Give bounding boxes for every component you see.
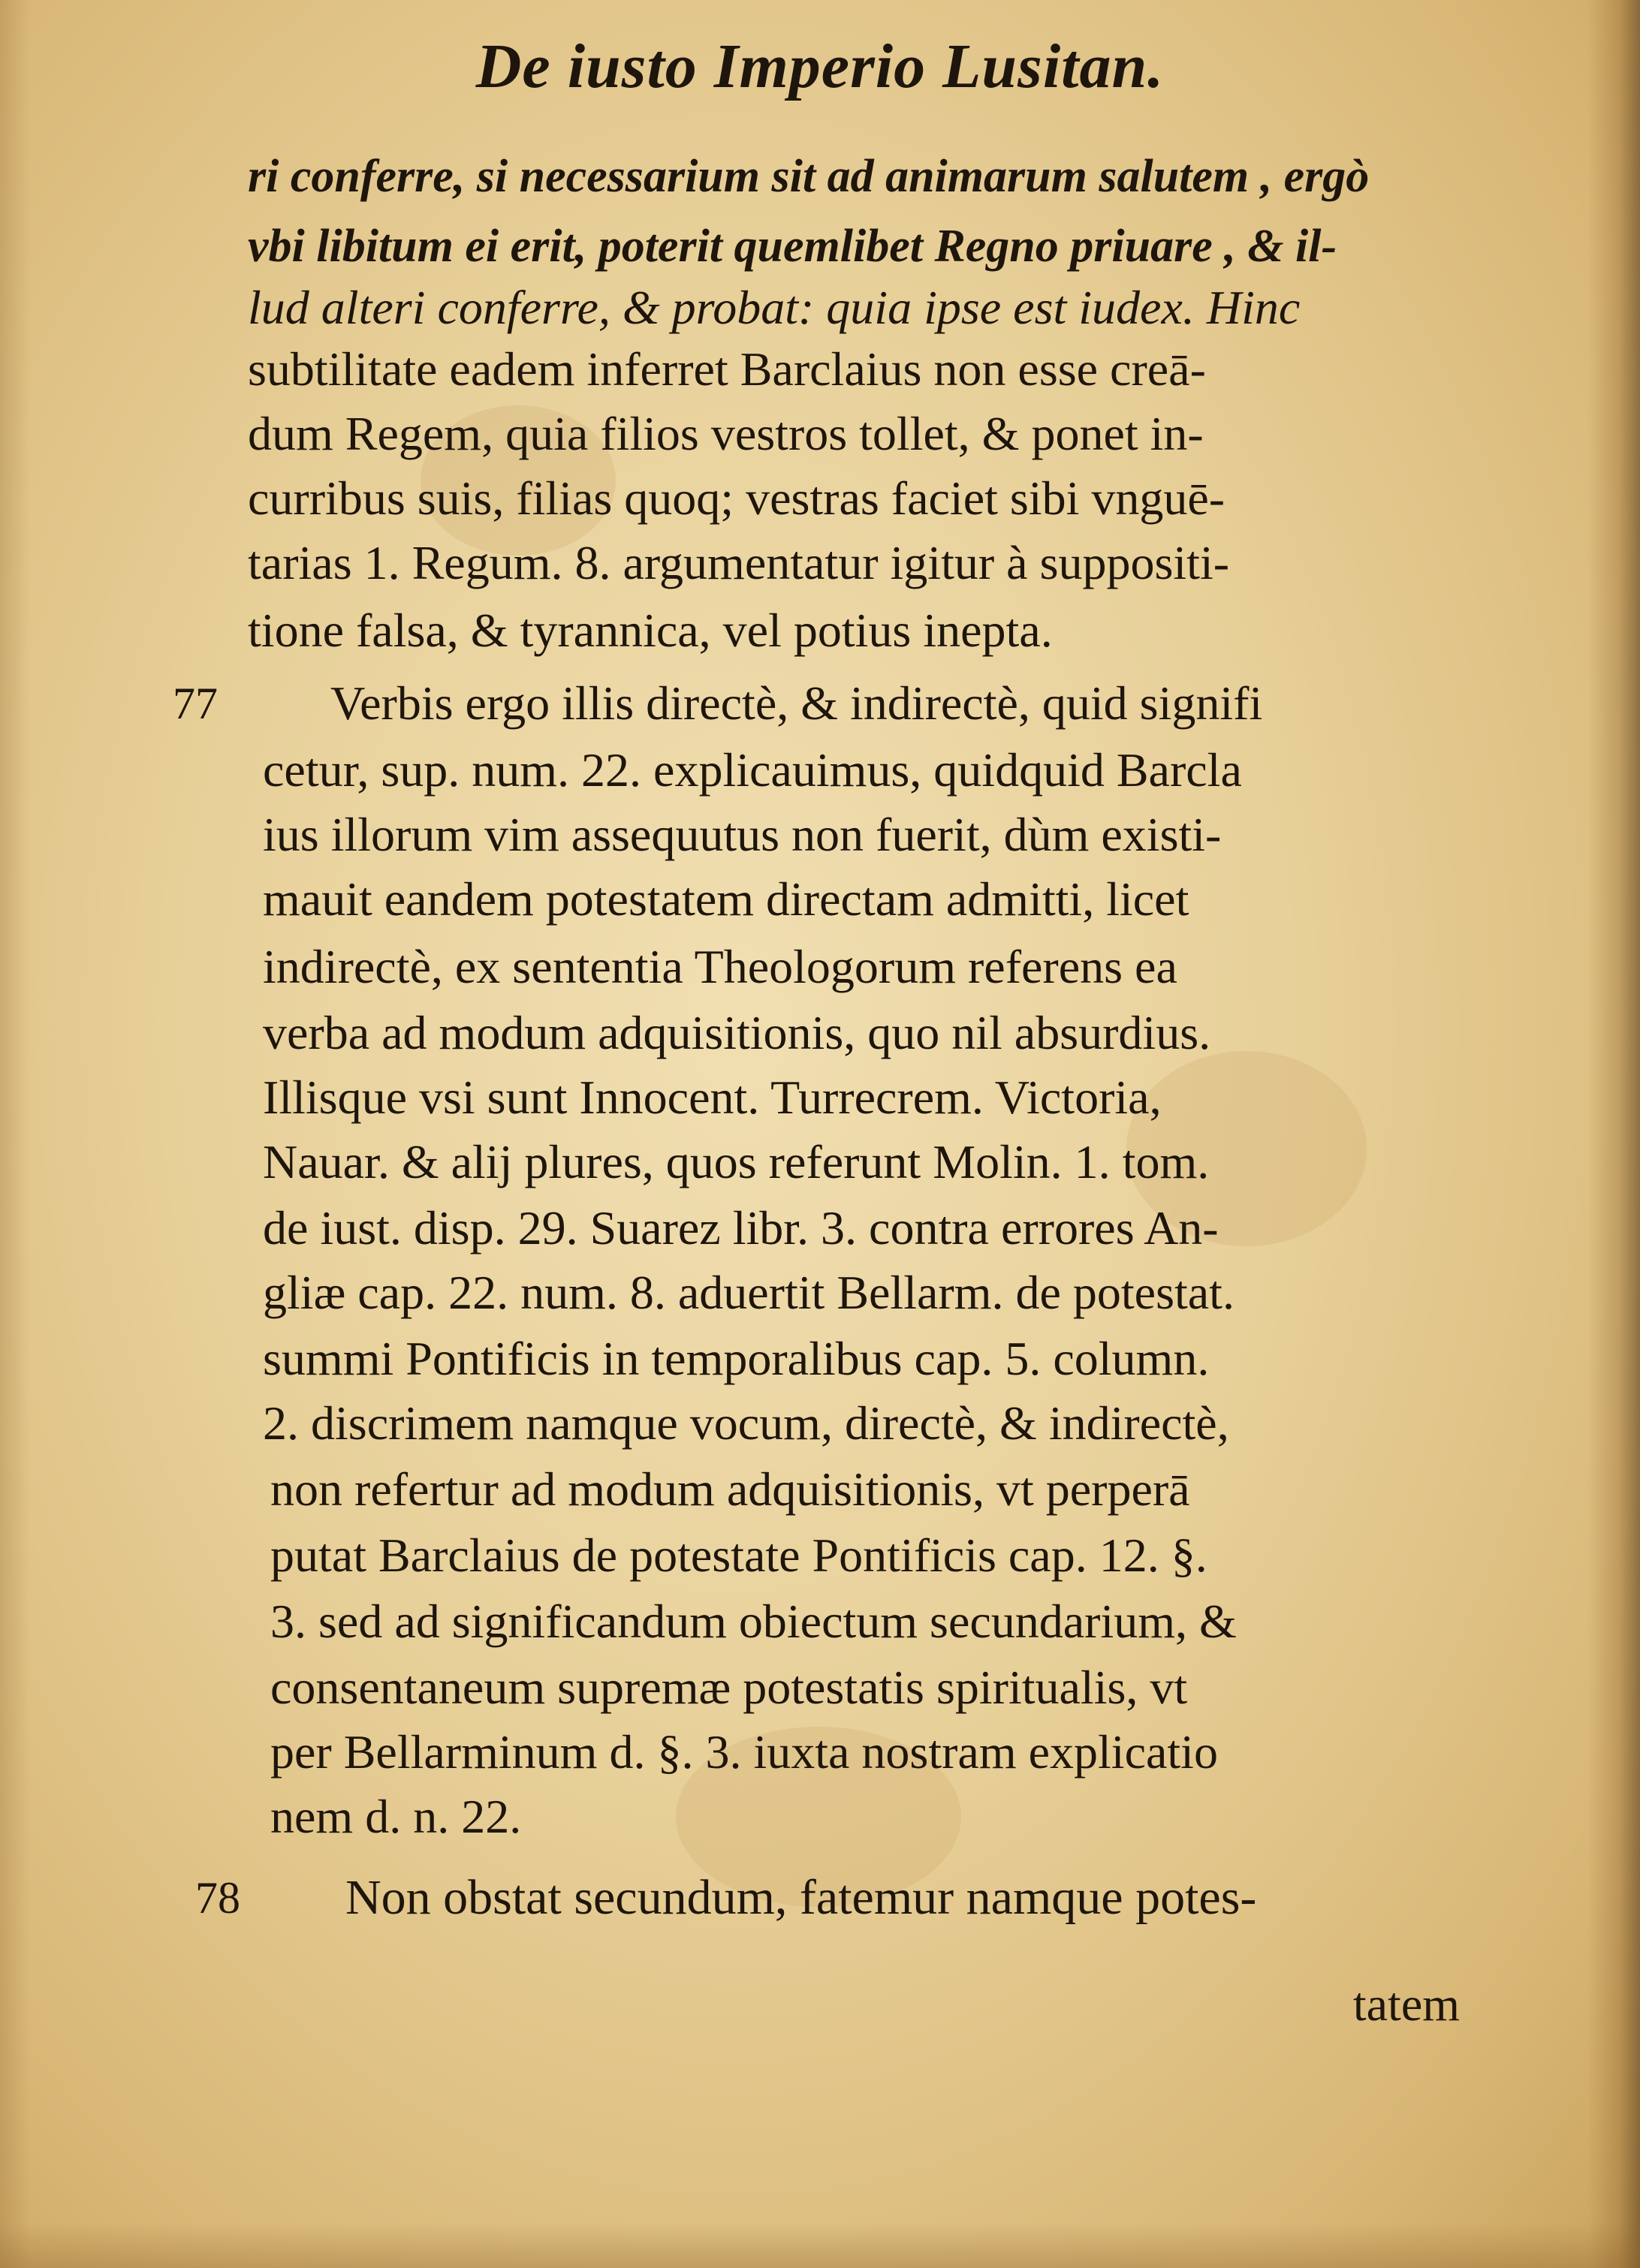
margin-number: 77 xyxy=(173,679,218,728)
text-line: vbi libitum ei erit, poterit quemlibet Regno priuare , & il- xyxy=(248,221,1337,272)
text-line: dum Regem, quia filios vestros tollet, & ponet in- xyxy=(248,407,1204,460)
text-line: cetur, sup. num. 22. explicauimus, quidquid Barcla xyxy=(263,743,1242,797)
page-right-edge xyxy=(1587,0,1640,2268)
text-line: 2. discrimem namque vocum, directè, & indirectè, xyxy=(263,1396,1229,1450)
text-line: tione falsa, & tyrannica, vel potius inepta. xyxy=(248,604,1053,657)
text-line: 3. sed ad significandum obiectum secundarium, & xyxy=(270,1595,1237,1648)
running-head: De iusto Imperio Lusitan. xyxy=(475,32,1165,101)
text-line: Illisque vsi sunt Innocent. Turrecrem. Victoria, xyxy=(263,1071,1162,1124)
text-line: mauit eandem potestatem directam admitti, licet xyxy=(263,872,1189,926)
text-line: per Bellarminum d. §. 3. iuxta nostram explicatio xyxy=(270,1725,1218,1779)
text-line: gliæ cap. 22. num. 8. aduertit Bellarm. de potestat. xyxy=(263,1266,1235,1319)
text-line: subtilitate eadem inferret Barclaius non esse creā- xyxy=(248,342,1206,396)
text-line: consentaneum supremæ potestatis spiritualis, vt xyxy=(270,1661,1188,1714)
text-line: de iust. disp. 29. Suarez libr. 3. contra errores An- xyxy=(263,1201,1219,1254)
text-line: lud alteri conferre, & probat: quia ipse est iudex. Hinc xyxy=(248,281,1301,334)
text-line: verba ad modum adquisitionis, quo nil absurdius. xyxy=(263,1006,1211,1059)
text-line: ius illorum vim assequutus non fuerit, dùm existi- xyxy=(263,808,1222,861)
text-line: Verbis ergo illis directè, & indirectè, quid signifi xyxy=(330,676,1263,730)
text-line: indirectè, ex sententia Theologorum referens ea xyxy=(263,940,1177,993)
text-line: nem d. n. 22. xyxy=(270,1790,522,1843)
text-line: tarias 1. Regum. 8. argumentatur igitur à suppositi- xyxy=(248,536,1230,589)
text-line: Nauar. & alij plures, quos referunt Molin. 1. tom. xyxy=(263,1135,1210,1188)
page-bottom-edge xyxy=(0,2223,1640,2268)
text-line: summi Pontificis in temporalibus cap. 5. column. xyxy=(263,1332,1210,1385)
text-line: ri conferre, si necessarium sit ad animarum salutem , ergò xyxy=(248,151,1370,202)
text-line: Non obstat secundum, fatemur namque potes- xyxy=(345,1870,1257,1925)
text-line: non refertur ad modum adquisitionis, vt perperā xyxy=(270,1462,1190,1516)
text-line: putat Barclaius de potestate Pontificis cap. 12. §. xyxy=(270,1529,1207,1582)
catchword: tatem xyxy=(1352,1977,1460,2031)
margin-number: 78 xyxy=(195,1873,240,1923)
page-left-edge xyxy=(0,0,30,2268)
text-line: curribus suis, filias quoq; vestras faciet sibi vnguē- xyxy=(248,471,1225,525)
